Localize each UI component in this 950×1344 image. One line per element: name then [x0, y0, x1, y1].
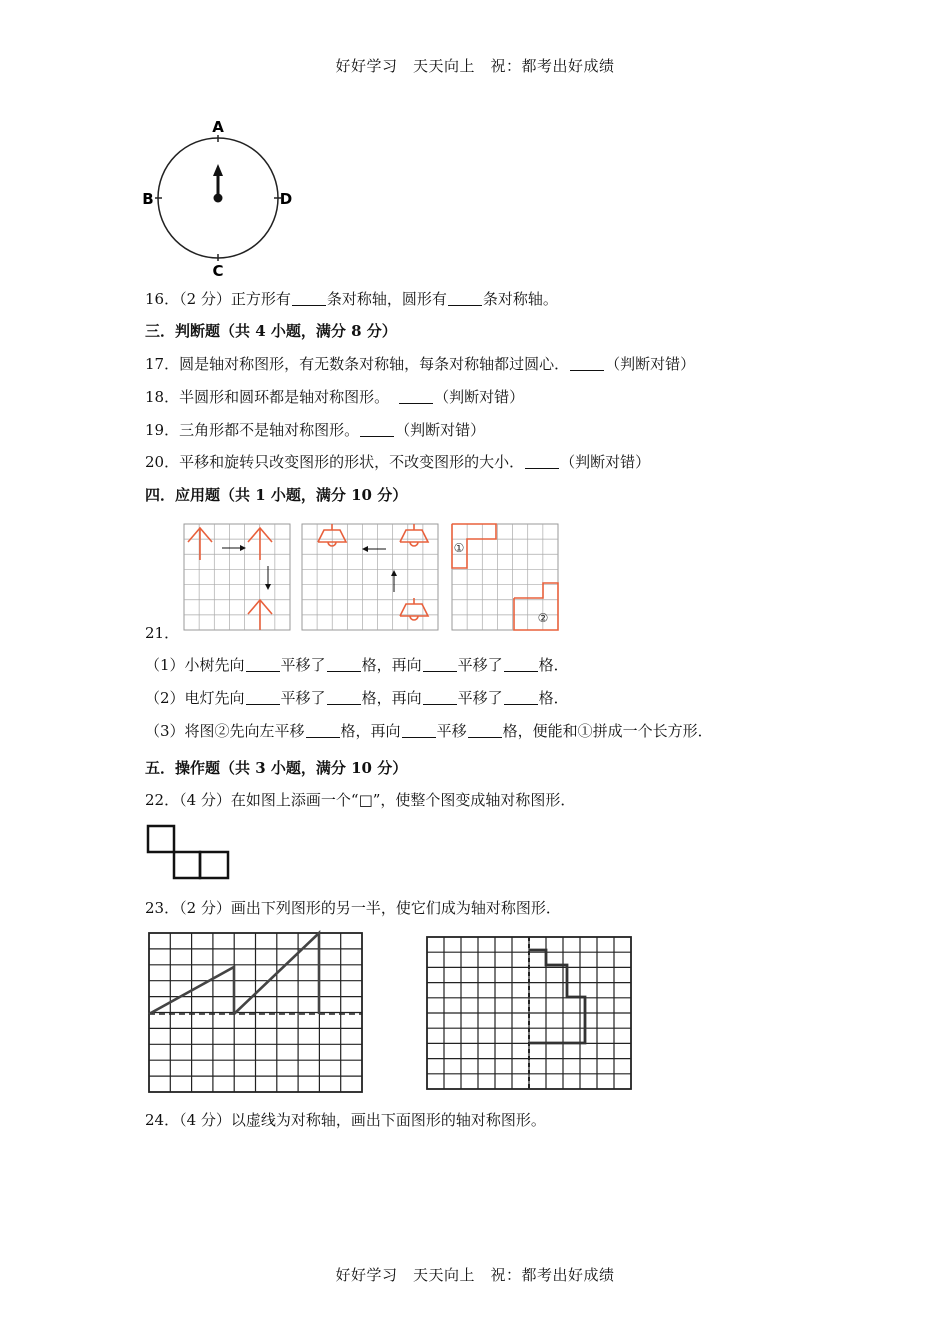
answer-blank[interactable]: [570, 355, 604, 371]
arrow-head-icon: [213, 164, 223, 176]
page-header: 好好学习 天天向上 祝：都考出好成绩: [335, 57, 615, 75]
question-18: 18．半圆形和圆环都是轴对称图形。 （判断对错）: [145, 388, 525, 406]
answer-blank[interactable]: [504, 689, 538, 705]
piece-label-1: ①: [453, 541, 465, 555]
answer-blank[interactable]: [402, 722, 436, 738]
clock-label-c: C: [212, 262, 224, 280]
section-5-title: 五．操作题（共 3 小题，满分 10 分）: [145, 759, 408, 777]
q23-left-grid: [146, 930, 366, 1096]
question-23: 23．（2 分）画出下列图形的另一半，使它们成为轴对称图形．: [145, 899, 561, 917]
answer-blank[interactable]: [504, 656, 538, 672]
question-21-number: 21．: [145, 624, 180, 642]
answer-blank[interactable]: [468, 722, 502, 738]
lamp-grid: [302, 524, 438, 630]
piece-label-2: ②: [537, 611, 549, 625]
section-3-title: 三．判断题（共 4 小题，满分 8 分）: [145, 322, 397, 340]
question-19: 19．三角形都不是轴对称图形。 （判断对错）: [145, 421, 486, 439]
question-21-part-2: （2）电灯先向 平移了 格，再向 平移了 格．: [145, 689, 569, 707]
answer-blank[interactable]: [525, 453, 559, 469]
question-17: 17．圆是轴对称图形，有无数条对称轴，每条对称轴都过圆心． （判断对错）: [145, 355, 696, 373]
answer-blank[interactable]: [399, 388, 433, 404]
answer-blank[interactable]: [246, 689, 280, 705]
answer-blank[interactable]: [448, 290, 482, 306]
q22-squares-figure: [146, 824, 232, 882]
question-20: 20．平移和旋转只改变图形的形状，不改变图形的大小． （判断对错）: [145, 453, 651, 471]
question-16: 16．（2 分）正方形有 条对称轴，圆形有 条对称轴。: [145, 290, 558, 308]
q23-right-grid: [425, 935, 635, 1093]
clock-figure: [140, 112, 300, 282]
answer-blank[interactable]: [423, 689, 457, 705]
page-footer: 好好学习 天天向上 祝：都考出好成绩: [335, 1266, 615, 1284]
answer-blank[interactable]: [292, 290, 326, 306]
question-24: 24．（4 分）以虚线为对称轴，画出下面图形的轴对称图形。: [145, 1111, 546, 1129]
clock-center: [214, 194, 223, 203]
q21-figures: [180, 520, 565, 635]
question-21-part-1: （1）小树先向 平移了 格，再向 平移了 格．: [145, 656, 569, 674]
answer-blank[interactable]: [327, 656, 361, 672]
clock-label-b: B: [142, 190, 154, 208]
section-4-title: 四．应用题（共 1 小题，满分 10 分）: [145, 486, 408, 504]
answer-blank[interactable]: [327, 689, 361, 705]
answer-blank[interactable]: [306, 722, 340, 738]
tree-grid: [184, 524, 290, 630]
question-22: 22．（4 分）在如图上添画一个“□”，使整个图变成轴对称图形．: [145, 791, 576, 809]
clock-label-a: A: [212, 118, 224, 136]
answer-blank[interactable]: [360, 421, 394, 437]
piece-grid: [452, 524, 558, 630]
answer-blank[interactable]: [423, 656, 457, 672]
question-21-part-3: （3）将图②先向左平移 格，再向 平移 格，便能和①拼成一个长方形．: [145, 722, 713, 740]
clock-label-d: D: [279, 190, 293, 208]
answer-blank[interactable]: [246, 656, 280, 672]
